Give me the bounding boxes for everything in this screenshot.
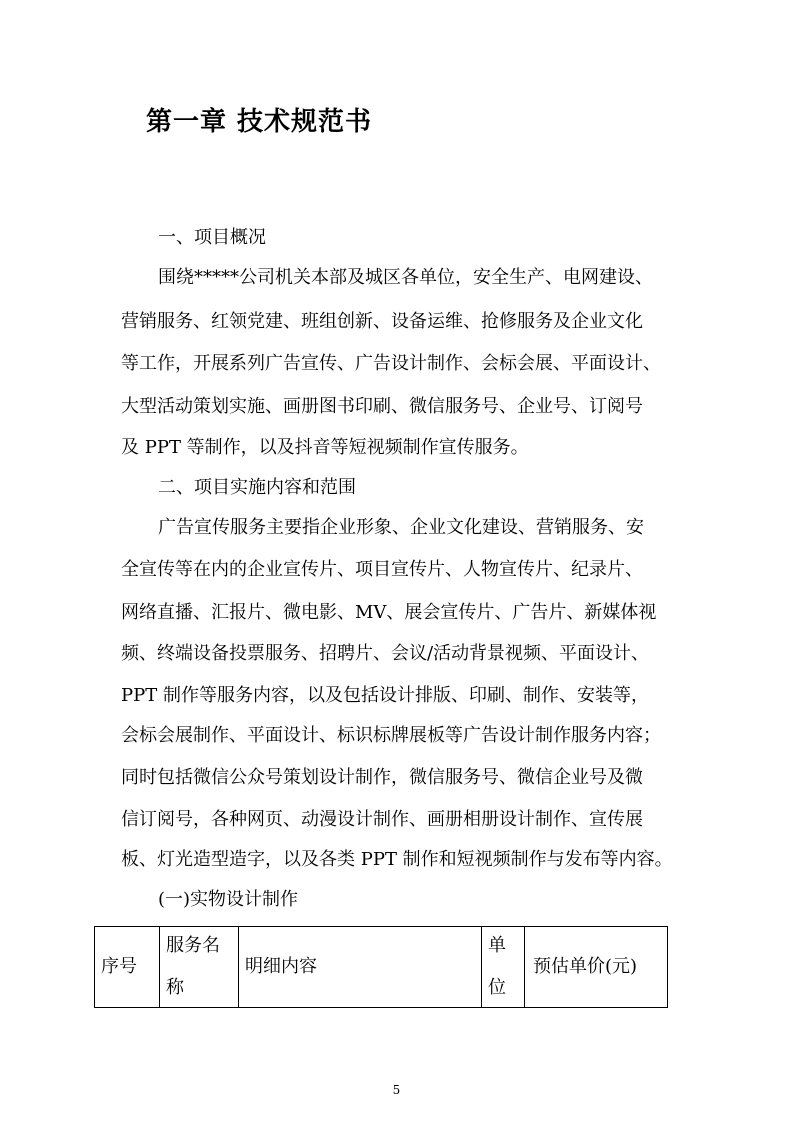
header-service-name-line2: 称 bbox=[166, 977, 184, 998]
section1-heading: 一、项目概况 bbox=[158, 227, 266, 248]
paragraph-line: 广告宣传服务主要指企业形象、企业文化建设、营销服务、安 bbox=[158, 517, 644, 538]
table-header-row bbox=[95, 927, 668, 1008]
header-unit-line1: 单 bbox=[488, 935, 506, 956]
service-table bbox=[94, 926, 668, 1008]
paragraph-line: 大型活动策划实施、画册图书印刷、微信服务号、企业号、订阅号 bbox=[121, 396, 643, 417]
header-price: 预估单价(元) bbox=[525, 927, 668, 1008]
paragraph-line: 营销服务、红领党建、班组创新、设备运维、抢修服务及企业文化 bbox=[121, 311, 643, 332]
header-service-name bbox=[160, 927, 239, 1008]
header-unit bbox=[482, 927, 525, 1008]
page-number: 5 bbox=[392, 1083, 401, 1097]
paragraph-line: 板、灯光造型造字，以及各类 PPT 制作和短视频制作与发布等内容。 bbox=[121, 849, 673, 870]
header-seq: 序号 bbox=[95, 927, 160, 1008]
header-detail: 明细内容 bbox=[239, 927, 482, 1008]
paragraph-line: 及 PPT 等制作，以及抖音等短视频制作宣传服务。 bbox=[121, 437, 529, 458]
section2-heading: 二、项目实施内容和范围 bbox=[158, 477, 356, 498]
paragraph-line: 同时包括微信公众号策划设计制作，微信服务号、微信企业号及微 bbox=[121, 767, 643, 788]
paragraph-line: PPT 制作等服务内容，以及包括设计排版、印刷、制作、安装等， bbox=[121, 685, 649, 706]
subsection-heading: (一)实物设计制作 bbox=[158, 889, 299, 910]
paragraph-line: 信订阅号，各种网页、动漫设计制作、画册相册设计制作、宣传展 bbox=[121, 809, 643, 830]
paragraph-line: 频、终端设备投票服务、招聘片、会议/活动背景视频、平面设计、 bbox=[121, 643, 650, 664]
paragraph-line: 等工作，开展系列广告宣传、广告设计制作、会标会展、平面设计、 bbox=[121, 353, 661, 374]
paragraph-line: 会标会展制作、平面设计、标识标牌展板等广告设计制作服务内容； bbox=[121, 725, 661, 746]
header-unit-line2: 位 bbox=[488, 977, 506, 998]
header-service-name-line1: 服务名 bbox=[166, 935, 220, 956]
chapter-title: 第一章 技术规范书 bbox=[146, 107, 373, 137]
paragraph-line: 全宣传等在内的企业宣传片、项目宣传片、人物宣传片、纪录片、 bbox=[121, 559, 643, 580]
paragraph-line: 围绕*****公司机关本部及城区各单位，安全生产、电网建设、 bbox=[158, 267, 653, 288]
paragraph-line: 网络直播、汇报片、微电影、MV、展会宣传片、广告片、新媒体视 bbox=[121, 602, 657, 623]
